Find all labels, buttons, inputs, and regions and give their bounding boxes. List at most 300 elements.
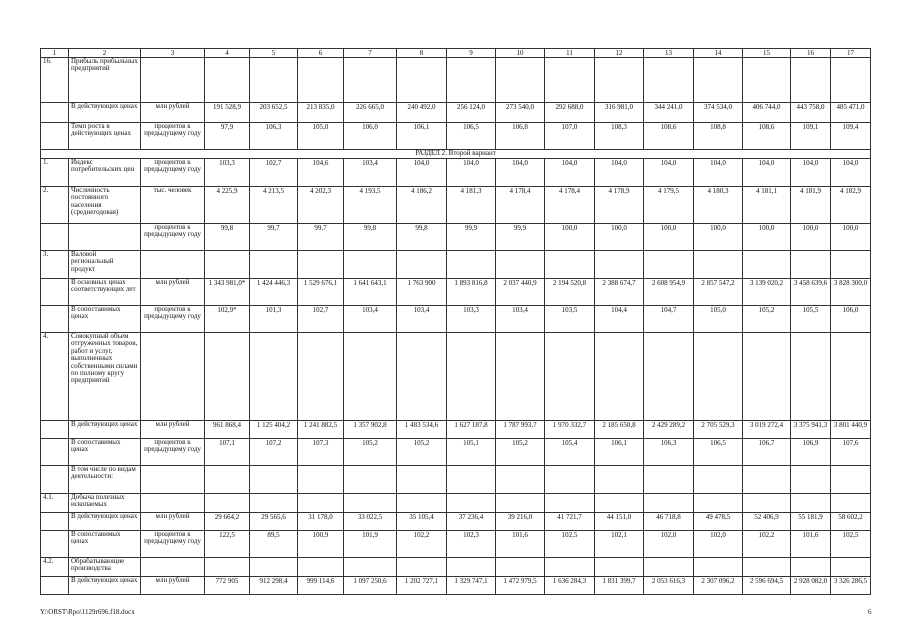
table-row	[41, 558, 871, 577]
unit-of-measure: млн рублей	[141, 421, 205, 439]
value-cell: 104,0	[644, 159, 694, 187]
value-cell	[496, 251, 545, 279]
value-cell: 1 472 979,5	[496, 577, 545, 595]
row-number: 4.	[41, 333, 69, 421]
value-cell: 106,9	[791, 439, 831, 466]
value-cell: 4 181,3	[447, 187, 496, 224]
value-cell: 4 179,5	[644, 187, 694, 224]
table-row	[41, 513, 871, 531]
value-cell: 101,3	[250, 306, 298, 333]
value-cell: 240 492,0	[397, 103, 447, 123]
value-cell: 2 185 650,8	[595, 421, 644, 439]
table-row	[41, 187, 871, 224]
value-cell: 105,5	[791, 306, 831, 333]
value-cell: 108,3	[595, 123, 644, 150]
value-cell: 106,8	[496, 123, 545, 150]
value-cell	[644, 494, 694, 513]
value-cell: 2 053 616,3	[644, 577, 694, 595]
value-cell: 101,9	[344, 531, 397, 558]
value-cell: 97,9	[205, 123, 250, 150]
table-row	[41, 577, 871, 595]
value-cell: 772 905	[205, 577, 250, 595]
column-number: 1	[41, 49, 69, 58]
value-cell: 37 236,4	[447, 513, 496, 531]
value-cell: 52 406,9	[743, 513, 791, 531]
value-cell: 1 529 676,1	[298, 279, 344, 306]
value-cell: 105,2	[496, 439, 545, 466]
row-number	[41, 279, 69, 306]
value-cell	[496, 58, 545, 103]
value-cell	[496, 466, 545, 494]
unit-of-measure: млн рублей	[141, 513, 205, 531]
column-number: 10	[496, 49, 545, 58]
table-row	[41, 306, 871, 333]
value-cell: 104,0	[545, 159, 595, 187]
value-cell	[344, 466, 397, 494]
value-cell: 105,4	[545, 439, 595, 466]
value-cell	[644, 466, 694, 494]
indicator-name: В действующих ценах	[69, 513, 141, 531]
value-cell: 2 429 289,2	[644, 421, 694, 439]
value-cell: 2 596 694,5	[743, 577, 791, 595]
value-cell: 103,4	[344, 306, 397, 333]
indicator-name: В основных ценах соответствующих лет	[69, 279, 141, 306]
value-cell	[344, 494, 397, 513]
column-number: 13	[644, 49, 694, 58]
value-cell: 102,0	[694, 531, 743, 558]
value-cell	[831, 494, 871, 513]
value-cell: 102,5	[545, 531, 595, 558]
unit-of-measure	[141, 466, 205, 494]
indicator-name: В действующих ценах	[69, 103, 141, 123]
row-number	[41, 531, 69, 558]
value-cell: 256 124,0	[447, 103, 496, 123]
value-cell: 4 178,4	[496, 187, 545, 224]
value-cell: 3 828 300,0	[831, 279, 871, 306]
column-number: 8	[397, 49, 447, 58]
unit-of-measure: процентов к предыдущему году	[141, 531, 205, 558]
value-cell: 99,8	[344, 224, 397, 251]
value-cell: 100,0	[791, 224, 831, 251]
column-number: 17	[831, 49, 871, 58]
value-cell: 105,1	[447, 439, 496, 466]
value-cell	[644, 251, 694, 279]
value-cell: 107,0	[545, 123, 595, 150]
value-cell: 226 665,0	[344, 103, 397, 123]
value-cell: 292 688,0	[545, 103, 595, 123]
value-cell: 1 641 643,1	[344, 279, 397, 306]
value-cell	[447, 58, 496, 103]
value-cell: 2 037 440,9	[496, 279, 545, 306]
value-cell	[644, 333, 694, 421]
unit-of-measure: млн рублей	[141, 279, 205, 306]
value-cell	[694, 58, 743, 103]
value-cell: 2 194 520,8	[545, 279, 595, 306]
value-cell: 104,4	[595, 306, 644, 333]
value-cell: 213 835,0	[298, 103, 344, 123]
value-cell	[831, 333, 871, 421]
value-cell	[743, 333, 791, 421]
value-cell: 100,9	[298, 531, 344, 558]
row-number: 2.	[41, 187, 69, 224]
value-cell: 39 216,0	[496, 513, 545, 531]
value-cell	[447, 251, 496, 279]
indicator-name: В том числе по видам деятельности:	[69, 466, 141, 494]
value-cell: 103,3	[205, 159, 250, 187]
value-cell: 99,8	[205, 224, 250, 251]
value-cell: 89,5	[250, 531, 298, 558]
value-cell: 101,6	[496, 531, 545, 558]
value-cell	[595, 466, 644, 494]
page-number: 6	[868, 608, 872, 616]
indicator-name: Темп роста в действующих ценах	[69, 123, 141, 150]
table-row	[41, 58, 871, 103]
indicator-name: В сопоставимых ценах	[69, 439, 141, 466]
value-cell	[791, 58, 831, 103]
value-cell	[694, 466, 743, 494]
unit-of-measure: процентов к предыдущему году	[141, 439, 205, 466]
value-cell: 102,5	[831, 531, 871, 558]
value-cell: 46 718,8	[644, 513, 694, 531]
value-cell: 1 787 993,7	[496, 421, 545, 439]
value-cell	[545, 466, 595, 494]
indicator-name: В сопоставимых ценах	[69, 306, 141, 333]
value-cell	[545, 58, 595, 103]
value-cell	[694, 558, 743, 577]
value-cell: 912 298,4	[250, 577, 298, 595]
value-cell	[344, 558, 397, 577]
row-number	[41, 123, 69, 150]
table-row	[41, 251, 871, 279]
column-number: 11	[545, 49, 595, 58]
column-number: 3	[141, 49, 205, 58]
value-cell: 485 471,0	[831, 103, 871, 123]
row-number	[41, 439, 69, 466]
value-cell	[595, 494, 644, 513]
value-cell	[205, 494, 250, 513]
column-number: 15	[743, 49, 791, 58]
value-cell	[205, 466, 250, 494]
value-cell: 103,5	[545, 306, 595, 333]
row-number	[41, 513, 69, 531]
column-number: 2	[69, 49, 141, 58]
indicator-name: Индекс потребительских цен	[69, 159, 141, 187]
value-cell: 2 705 529,3	[694, 421, 743, 439]
value-cell: 1 893 816,8	[447, 279, 496, 306]
value-cell: 104,0	[694, 159, 743, 187]
value-cell	[250, 333, 298, 421]
value-cell: 104,0	[831, 159, 871, 187]
unit-of-measure: млн рублей	[141, 103, 205, 123]
column-number: 4	[205, 49, 250, 58]
value-cell: 99,9	[447, 224, 496, 251]
value-cell: 1 125 404,2	[250, 421, 298, 439]
value-cell	[205, 58, 250, 103]
indicator-name	[69, 224, 141, 251]
table-row	[41, 531, 871, 558]
value-cell	[545, 494, 595, 513]
value-cell	[644, 58, 694, 103]
value-cell: 961 868,4	[205, 421, 250, 439]
column-number: 14	[694, 49, 743, 58]
value-cell	[743, 558, 791, 577]
value-cell: 2 608 954,9	[644, 279, 694, 306]
value-cell: 2 857 547,2	[694, 279, 743, 306]
value-cell: 102,2	[743, 531, 791, 558]
value-cell: 108,6	[644, 123, 694, 150]
value-cell	[205, 251, 250, 279]
value-cell	[298, 466, 344, 494]
value-cell: 107,1	[205, 439, 250, 466]
column-number: 5	[250, 49, 298, 58]
value-cell	[496, 558, 545, 577]
table-row	[41, 224, 871, 251]
value-cell: 99,9	[496, 224, 545, 251]
value-cell: 4 178,9	[595, 187, 644, 224]
value-cell: 105,2	[344, 439, 397, 466]
row-number	[41, 224, 69, 251]
value-cell: 41 721,7	[545, 513, 595, 531]
value-cell: 104,0	[496, 159, 545, 187]
value-cell: 4 182,9	[831, 187, 871, 224]
value-cell: 109,4	[831, 123, 871, 150]
table-row	[41, 123, 871, 150]
value-cell: 1 831 399,7	[595, 577, 644, 595]
value-cell	[344, 251, 397, 279]
value-cell: 106,1	[397, 123, 447, 150]
value-cell: 1 241 882,5	[298, 421, 344, 439]
value-cell: 102,7	[250, 159, 298, 187]
value-cell: 1 097 250,6	[344, 577, 397, 595]
table-row	[41, 466, 871, 494]
column-number: 6	[298, 49, 344, 58]
value-cell	[831, 251, 871, 279]
indicator-name: В сопоставимых ценах	[69, 531, 141, 558]
value-cell	[743, 251, 791, 279]
value-cell	[791, 494, 831, 513]
value-cell: 4 186,2	[397, 187, 447, 224]
value-cell: 106,3	[250, 123, 298, 150]
value-cell	[447, 333, 496, 421]
value-cell	[344, 333, 397, 421]
value-cell	[250, 466, 298, 494]
row-number: 4.2.	[41, 558, 69, 577]
value-cell	[791, 558, 831, 577]
indicator-name: Обрабатывающие производства	[69, 558, 141, 577]
value-cell: 1 483 534,6	[397, 421, 447, 439]
value-cell: 109,1	[791, 123, 831, 150]
unit-of-measure: процентов к предыдущему году	[141, 159, 205, 187]
value-cell: 106,0	[831, 306, 871, 333]
value-cell	[694, 494, 743, 513]
value-cell: 103,4	[496, 306, 545, 333]
value-cell: 1 627 187,8	[447, 421, 496, 439]
value-cell: 105,0	[694, 306, 743, 333]
value-cell: 106,0	[344, 123, 397, 150]
value-cell: 2 307 096,2	[694, 577, 743, 595]
value-cell: 103,4	[344, 159, 397, 187]
indicator-name: Добыча полезных ископаемых	[69, 494, 141, 513]
value-cell	[397, 333, 447, 421]
value-cell: 2 928 082,0	[791, 577, 831, 595]
unit-of-measure	[141, 494, 205, 513]
value-cell: 3 375 941,3	[791, 421, 831, 439]
value-cell	[250, 58, 298, 103]
value-cell: 106,5	[694, 439, 743, 466]
value-cell: 443 758,0	[791, 103, 831, 123]
value-cell: 4 178,4	[545, 187, 595, 224]
value-cell: 4 180,3	[694, 187, 743, 224]
value-cell: 29 664,2	[205, 513, 250, 531]
value-cell	[250, 251, 298, 279]
value-cell: 102,3	[447, 531, 496, 558]
value-cell: 33 022,5	[344, 513, 397, 531]
value-cell	[595, 58, 644, 103]
unit-of-measure: процентов к предыдущему году	[141, 224, 205, 251]
value-cell	[298, 251, 344, 279]
value-cell	[644, 558, 694, 577]
value-cell: 108,8	[694, 123, 743, 150]
value-cell: 105,0	[298, 123, 344, 150]
value-cell: 344 241,0	[644, 103, 694, 123]
value-cell: 105,2	[397, 439, 447, 466]
value-cell: 1 970 332,7	[545, 421, 595, 439]
value-cell: 99,7	[250, 224, 298, 251]
value-cell: 102,9*	[205, 306, 250, 333]
value-cell	[595, 251, 644, 279]
value-cell: 31 178,0	[298, 513, 344, 531]
value-cell: 104,0	[791, 159, 831, 187]
value-cell	[743, 58, 791, 103]
value-cell: 1 636 284,3	[545, 577, 595, 595]
indicator-name: Совокупный объем отгруженных товаров, работ и услуг, выполненных собственными силами по полному кругу предприятий	[69, 333, 141, 421]
indicator-name: Валовой региональный продукт	[69, 251, 141, 279]
table-row	[41, 333, 871, 421]
value-cell: 108,6	[743, 123, 791, 150]
value-cell: 104,0	[595, 159, 644, 187]
indicator-name: В действующих ценах	[69, 577, 141, 595]
value-cell: 4 193,5	[344, 187, 397, 224]
value-cell: 3 458 639,6	[791, 279, 831, 306]
value-cell: 3 326 286,5	[831, 577, 871, 595]
value-cell: 44 151,0	[595, 513, 644, 531]
value-cell: 107,3	[298, 439, 344, 466]
value-cell: 100,0	[743, 224, 791, 251]
column-number: 16	[791, 49, 831, 58]
value-cell: 1 202 727,1	[397, 577, 447, 595]
value-cell	[397, 558, 447, 577]
value-cell: 99,7	[298, 224, 344, 251]
row-number	[41, 421, 69, 439]
value-cell	[743, 466, 791, 494]
value-cell	[595, 558, 644, 577]
value-cell: 4 181,9	[791, 187, 831, 224]
value-cell	[397, 251, 447, 279]
value-cell: 100,0	[644, 224, 694, 251]
value-cell: 102,7	[298, 306, 344, 333]
value-cell: 316 981,0	[595, 103, 644, 123]
value-cell: 203 652,5	[250, 103, 298, 123]
value-cell	[791, 466, 831, 494]
value-cell	[545, 333, 595, 421]
value-cell: 106,7	[743, 439, 791, 466]
value-cell: 122,5	[205, 531, 250, 558]
unit-of-measure: процентов к предыдущему году	[141, 123, 205, 150]
value-cell: 4 181,1	[743, 187, 791, 224]
value-cell: 406 744,0	[743, 103, 791, 123]
row-number: 3.	[41, 251, 69, 279]
value-cell	[397, 58, 447, 103]
value-cell	[496, 333, 545, 421]
value-cell	[250, 558, 298, 577]
value-cell: 100,0	[545, 224, 595, 251]
value-cell: 191 528,9	[205, 103, 250, 123]
value-cell: 99,8	[397, 224, 447, 251]
value-cell: 106,3	[644, 439, 694, 466]
value-cell	[298, 333, 344, 421]
value-cell: 35 105,4	[397, 513, 447, 531]
value-cell	[397, 466, 447, 494]
value-cell	[694, 251, 743, 279]
value-cell	[545, 251, 595, 279]
indicators-table	[40, 48, 871, 595]
value-cell: 106,5	[447, 123, 496, 150]
value-cell	[447, 558, 496, 577]
unit-of-measure: млн рублей	[141, 577, 205, 595]
value-cell	[545, 558, 595, 577]
value-cell	[791, 251, 831, 279]
value-cell	[298, 58, 344, 103]
indicator-name: В действующих ценах	[69, 421, 141, 439]
value-cell: 4 213,5	[250, 187, 298, 224]
value-cell: 1 763 900	[397, 279, 447, 306]
value-cell	[831, 558, 871, 577]
row-number: 16.	[41, 58, 69, 103]
table-row	[41, 103, 871, 123]
unit-of-measure	[141, 251, 205, 279]
value-cell	[298, 494, 344, 513]
unit-of-measure	[141, 58, 205, 103]
data-table-sheet	[40, 48, 871, 595]
value-cell	[831, 466, 871, 494]
value-cell	[743, 494, 791, 513]
unit-of-measure: процентов к предыдущему году	[141, 306, 205, 333]
value-cell: 1 357 902,8	[344, 421, 397, 439]
value-cell: 3 019 272,4	[743, 421, 791, 439]
value-cell	[298, 558, 344, 577]
value-cell	[791, 333, 831, 421]
footer-file-path: Y:\ORST\Rpo\1129r696.f18.docx	[40, 608, 135, 616]
value-cell	[205, 333, 250, 421]
row-number	[41, 577, 69, 595]
row-number	[41, 103, 69, 123]
value-cell: 104,0	[447, 159, 496, 187]
table-row	[41, 494, 871, 513]
value-cell	[344, 58, 397, 103]
value-cell: 100,0	[831, 224, 871, 251]
value-cell: 105,2	[743, 306, 791, 333]
row-number: 4.1.	[41, 494, 69, 513]
section-title: РАЗДЕЛ 2. Второй вариант	[41, 150, 871, 159]
table-row	[41, 279, 871, 306]
indicator-name: Прибыль прибыльных предприятий	[69, 58, 141, 103]
value-cell	[694, 333, 743, 421]
unit-of-measure: тыс. человек	[141, 187, 205, 224]
value-cell: 103,4	[397, 306, 447, 333]
value-cell: 102,0	[644, 531, 694, 558]
value-cell: 103,3	[447, 306, 496, 333]
value-cell: 2 388 674,7	[595, 279, 644, 306]
